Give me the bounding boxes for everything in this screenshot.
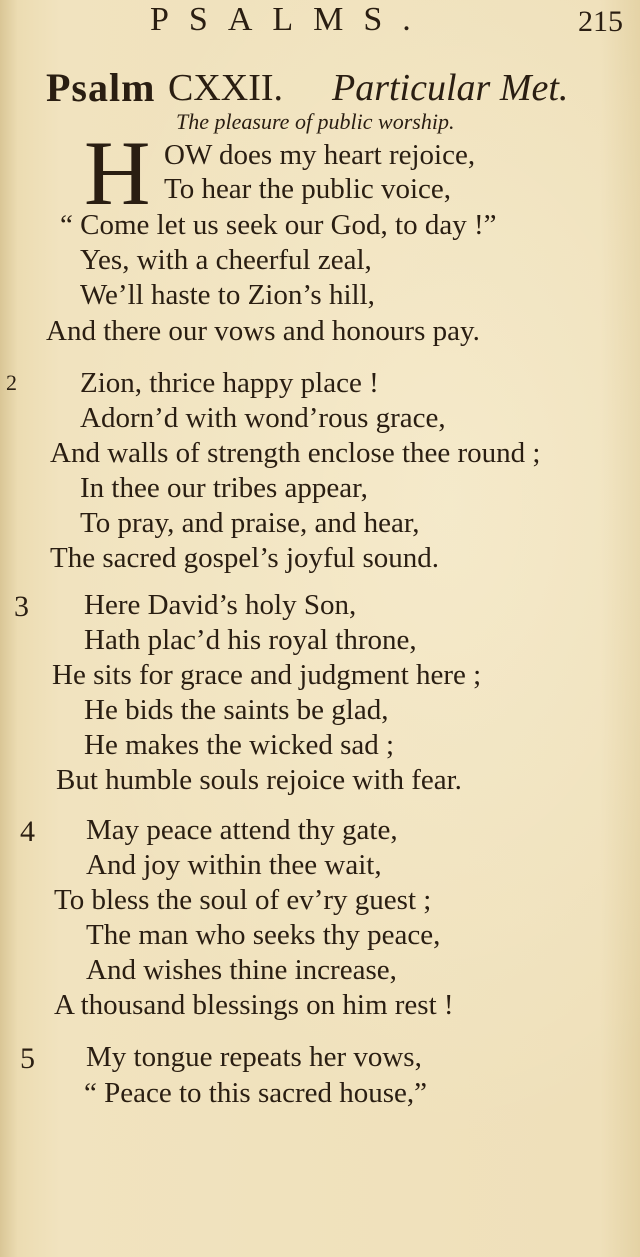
verse-line: A thousand blessings on him rest ! [54,989,454,1021]
verse-line: And there our vows and honours pay. [46,315,480,347]
verse-number: 3 [14,590,29,623]
page-number: 215 [578,5,623,38]
verse-line: And joy within thee wait, [86,849,382,881]
verse-line: And walls of strength enclose thee round ; [50,437,541,469]
verse-line: The sacred gospel’s joyful sound. [50,542,440,574]
verse-line: In thee our tribes appear, [80,472,368,504]
verse-line: “ Peace to this sacred house,” [84,1077,428,1109]
verse-line: Zion, thrice happy place ! [80,367,379,399]
verse-line: He makes the wicked sad ; [84,729,395,761]
verse-line: To hear the public voice, [164,173,452,205]
verse-line: The man who seeks thy peace, [86,919,441,951]
verse-line: My tongue repeats her vows, [86,1041,422,1073]
verse-line: He sits for grace and judgment here ; [52,659,482,691]
verse-line: May peace attend thy gate, [86,814,398,846]
verse-line: He bids the saints be glad, [84,694,389,726]
verse-line: OW does my heart rejoice, [164,139,476,171]
drop-cap: H [84,122,151,224]
psalm-subtitle: The pleasure of public worship. [176,109,455,134]
psalm-number: CXXII. [168,67,284,109]
verse-line: Yes, with a cheerful zeal, [80,244,372,276]
verse-line: And wishes thine increase, [86,954,397,986]
verse-line: To pray, and praise, and hear, [80,507,420,539]
verse-line: “ Come let us seek our God, to day !” [60,209,497,241]
verse-number: 2 [6,370,17,395]
verse-line: We’ll haste to Zion’s hill, [80,279,375,311]
verse-line: Adorn’d with wond’rous grace, [80,402,446,434]
verse-line: But humble souls rejoice with fear. [56,764,462,796]
running-head: PSALMS. [150,1,431,38]
psalm-title-word: Psalm [46,65,156,110]
verse-line: To bless the soul of ev’ry guest ; [54,884,432,916]
verse-line: Here David’s holy Son, [84,589,357,621]
verse-number: 5 [20,1042,35,1075]
verse-number: 4 [20,815,35,848]
psalm-meter: Particular Met. [332,67,569,109]
verse-line: Hath plac’d his royal throne, [84,624,417,656]
